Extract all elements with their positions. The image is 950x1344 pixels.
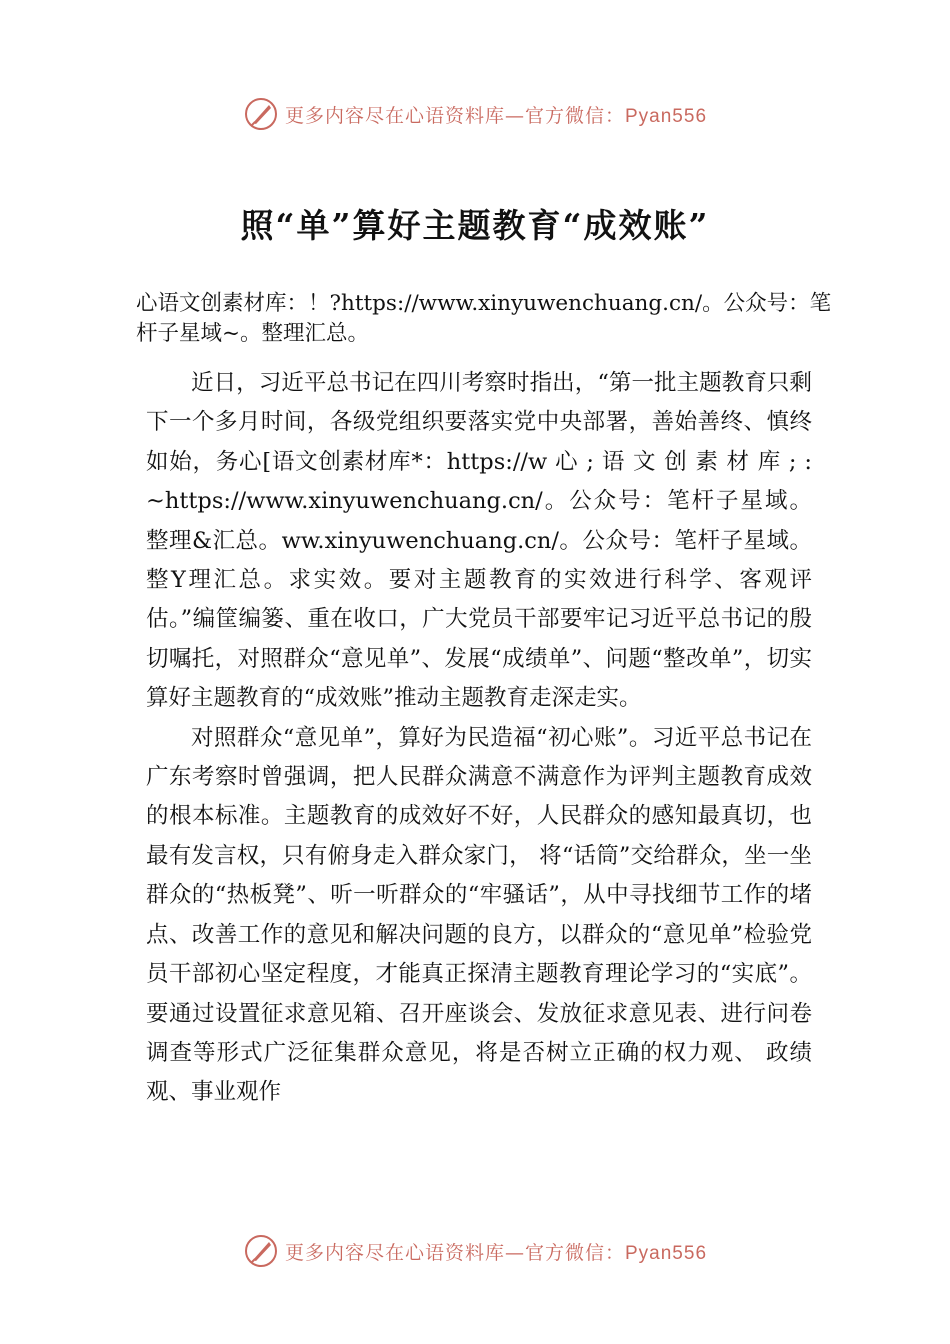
quill-pen-logo-icon (243, 96, 279, 132)
banner-wechat-label: 官方微信： (524, 1241, 625, 1264)
banner-separator: — (504, 104, 525, 127)
banner-separator: — (504, 1241, 525, 1264)
banner-slogan: 更多内容尽在心语资料库 (284, 104, 505, 127)
banner-wechat-id: Pyan556 (625, 1242, 708, 1264)
source-note: 心语文创素材库：！?https://www.xinyuwenchuang.cn/。公众号：笔杆子星域~。整理汇总。 (136, 291, 832, 346)
header-banner (0, 94, 950, 134)
banner-wechat-id: Pyan556 (625, 105, 708, 127)
footer-banner (0, 1231, 950, 1271)
quill-pen-logo-icon (243, 1233, 279, 1269)
paragraph-2: 对照群众“意见单”，算好为民造福“初心账”。习近平总书记在广东考察时曾强调，把人民群众满意不满意作为评判主题教育成效的根本标准。主题教育的成效好不好，人民群众的感知最真切，也最有发言权，只有俯身走入群众家门， 将“话筒”交给群众，坐一坐群众的“热板凳”、听一听群众的“牢骚话”，从中寻找细节工作的堵点、改善工作的意见和解决问题的良方，以群众的“意见单”检验党员干部初心坚定程度，才能真正探清主题教育理论学习的“实底”。要通过设置征求意见箱、召开座谈会、发放征求意见表、进行问卷调查等形式广泛征集群众意见，将是否树立正确的权力观、 政绩观、事业观作 (146, 724, 812, 1106)
document-title: 照“单”算好主题教育“成效账” (240, 206, 710, 245)
header-banner-text (285, 101, 707, 128)
paragraph-1: 近日，习近平总书记在四川考察时指出，“第一批主题教育只剩下一个多月时间，各级党组织要落实党中央部署，善始善终、慎终如始，务心[语文创素材库*：https://w 心 ; 语 文 创 素 材 库 ; : ~https://www.xinyuwenchuang.cn/。公众号：笔杆子星域。整理&汇总。ww.xinyuwenchuang.cn/。公众号：笔杆子星域。整Y理汇总。求实效。要对主题教育的实效进行科学、客观评估。”编筐编篓、重在收口，广大党员干部要牢记习近平总书记的殷切嘱托，对照群众“意见单”、发展“成绩单”、问题“整改单”，切实算好主题教育的“成效账”推动主题教育走深走实。 (146, 370, 812, 712)
banner-slogan: 更多内容尽在心语资料库 (284, 1241, 505, 1264)
document-body (146, 364, 812, 1113)
footer-banner-text (285, 1238, 707, 1265)
banner-wechat-label: 官方微信： (524, 104, 625, 127)
